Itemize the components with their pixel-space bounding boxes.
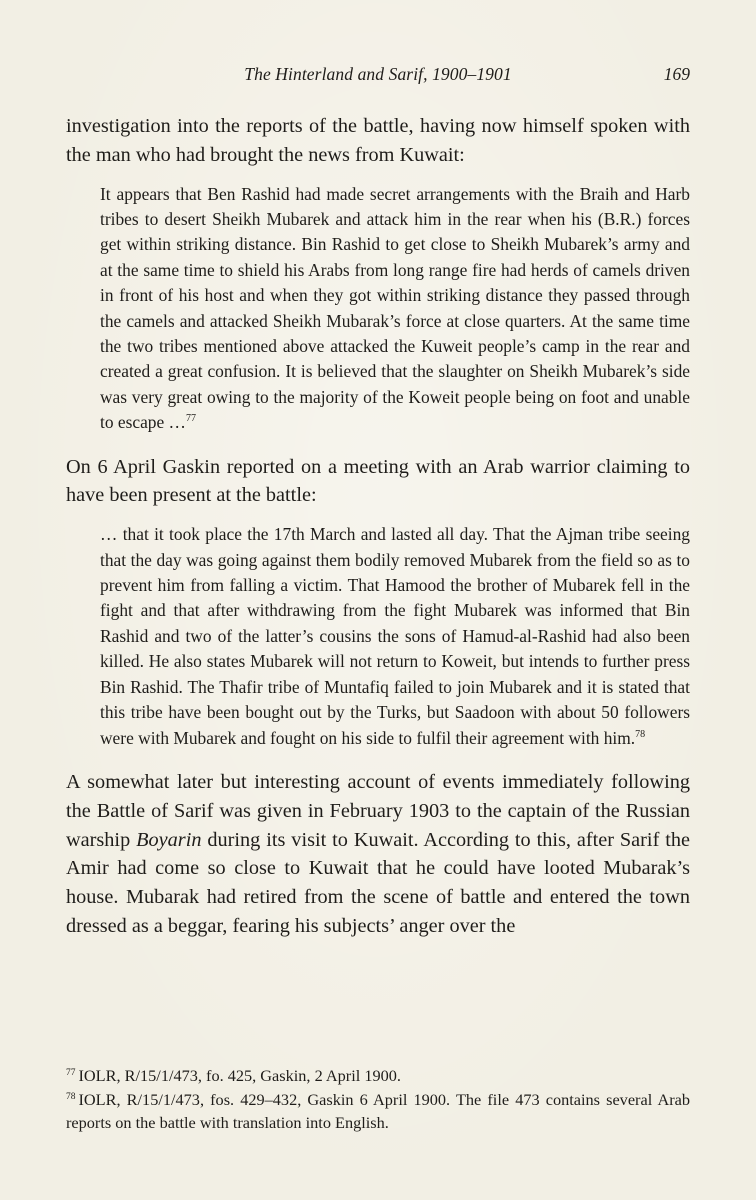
footnote-77-text: IOLR, R/15/1/473, fo. 425, Gaskin, 2 April 1900. bbox=[78, 1066, 401, 1085]
body-text bbox=[66, 112, 690, 941]
paragraph-3 bbox=[66, 768, 690, 941]
block-quote-2-text: … that it took place the 17th March and lasted all day. That the Ajman tribe seeing that the day was going against them bodily removed Mubarek from the field so as to prevent him from falling a victim. That Hamood the brother of Mubarek fell in the fight and that after withdrawing from the fight Mubarek was informed that Bin Rashid and two of the latter’s cousins the sons of Hamud-al-Rashid had also been killed. He also states Mubarek will not return to Koweit, but intends to further press Bin Rashid. The Thafir tribe of Muntafiq failed to join Mubarek and it is stated that this tribe have been bought out by the Turks, but Saadoon with about 50 followers were with Mubarek and fought on his side to fulfil their agreement with him. bbox=[100, 524, 690, 748]
footnote-77-number: 77 bbox=[66, 1068, 76, 1078]
footnotes bbox=[66, 1064, 690, 1135]
running-title: The Hinterland and Sarif, 1900–1901 bbox=[244, 64, 512, 84]
paragraph-1 bbox=[66, 112, 690, 170]
running-head bbox=[66, 64, 690, 88]
paragraph-3-text-start: A somewhat later but interesting account of events immediately following the Battle of Sarif was given in February 1903 to the captain of the Russian warship bbox=[66, 770, 690, 851]
block-quote-1 bbox=[66, 182, 690, 436]
paragraph-2-text: On 6 April Gaskin reported on a meeting with an Arab warrior claiming to have been present at the battle: bbox=[66, 455, 690, 507]
paragraph-2 bbox=[66, 453, 690, 511]
ship-name: Boyarin bbox=[136, 828, 202, 851]
footnote-78 bbox=[66, 1088, 690, 1135]
footnote-ref-78: 78 bbox=[635, 728, 646, 740]
paragraph-3-text-end: during its visit to Kuwait. According to this, after Sarif the Amir had come so close to Kuwait that he could have looted Mubarak’s house. Mubarak had retired from the scene of battle and entered the town dressed as a beggar, fearing his subjects’ anger over the bbox=[66, 828, 691, 937]
footnote-ref-77: 77 bbox=[185, 413, 196, 425]
footnote-77 bbox=[66, 1064, 690, 1088]
page-number: 169 bbox=[663, 64, 690, 84]
paragraph-1-text: investigation into the reports of the battle, having now himself spoken with the man who had brought the news from Kuwait: bbox=[66, 115, 690, 166]
footnote-78-number: 78 bbox=[66, 1091, 76, 1102]
block-quote-2 bbox=[66, 522, 690, 751]
footnote-78-text: IOLR, R/15/1/473, fos. 429–432, Gaskin 6 April 1900. The file 473 contains several Arab reports on the battle with translation into English. bbox=[66, 1089, 690, 1133]
block-quote-1-text: It appears that Ben Rashid had made secret arrangements with the Braih and Harb tribes to desert Sheikh Mubarek and attack him in the rear when his (B.R.) forces get within striking distance. Bin Rashid to get close to Sheikh Mubarek’s army and at the same time to shield his Arabs from long range fire had herds of camels driven in front of his host and when they got within striking distance they passed through the camels and attacked Sheikh Mubarak’s force at close quarters. At the same time the two tribes mentioned above attacked the Kuweit people’s camp in the rear and created a great confusion. It is believed that the slaughter on Sheikh Mubarek’s side was very great owing to the majority of the Koweit people being on foot and unable to escape … bbox=[100, 183, 690, 433]
